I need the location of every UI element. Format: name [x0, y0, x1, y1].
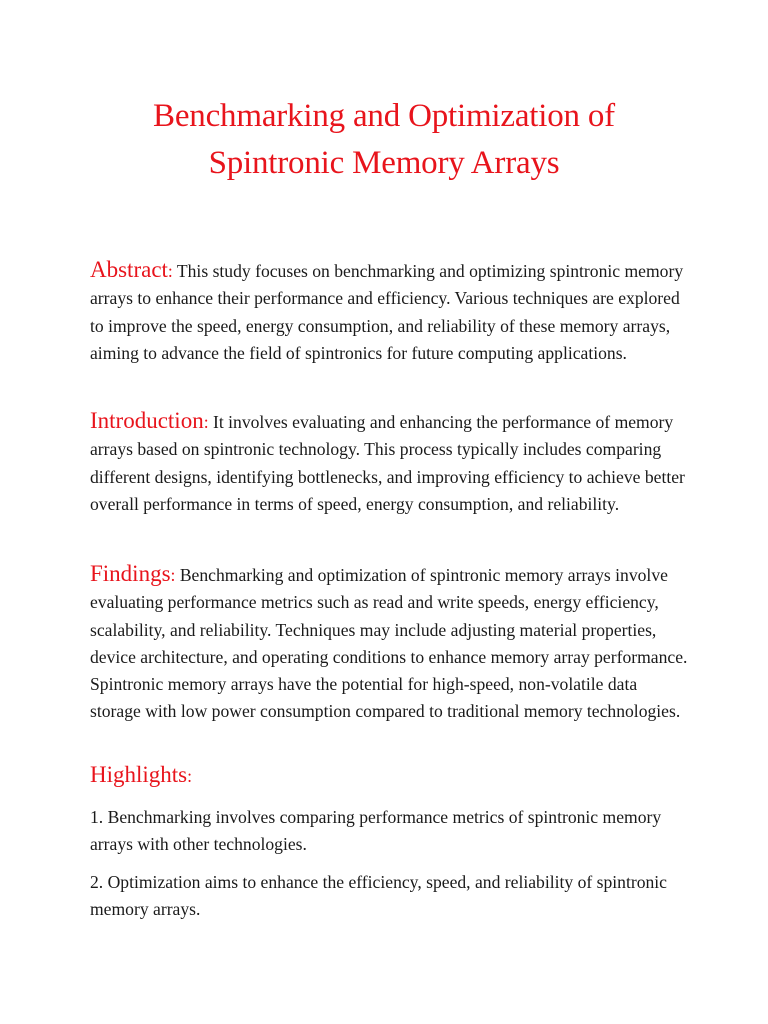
findings-heading: Findings [90, 561, 171, 586]
abstract-heading: Abstract [90, 257, 168, 282]
title-line-1: Benchmarking and Optimization of [153, 98, 615, 134]
introduction-body: It involves evaluating and enhancing the performance of memory arrays based on spintronic technology. This process typically includes comparing different designs, identifying bottlenecks, and improving efficiency to achieve better overall performance in terms of speed, energy consumption, and reliability. [90, 412, 685, 514]
findings-colon: : [170, 565, 176, 585]
highlight-item-2: 2. Optimization aims to enhance the efficiency, speed, and reliability of spintronic memory arrays. [90, 872, 667, 920]
abstract-colon: : [167, 261, 173, 281]
highlights-colon: : [187, 766, 193, 786]
abstract-body: This study focuses on benchmarking and optimizing spintronic memory arrays to enhance their performance and efficiency. Various techniques are explored to improve the speed, energy consumption, and reliability of these memory arrays, aiming to advance the field of spintronics for future computing applications. [90, 261, 684, 363]
highlights-heading [90, 761, 690, 790]
abstract-section [90, 256, 690, 367]
findings-section [90, 560, 690, 726]
introduction-section [90, 407, 690, 518]
introduction-colon: : [203, 412, 209, 432]
document-title [60, 93, 708, 187]
highlights-heading-text: Highlights [90, 762, 188, 787]
introduction-heading: Introduction [90, 408, 204, 433]
findings-body: Benchmarking and optimization of spintronic memory arrays involve evaluating performance metrics such as read and write speeds, energy efficiency, scalability, and reliability. Techniques may include adjusting material properties, device architecture, and operating conditions to enhance memory array performance. Spintronic memory arrays have the potential for high-speed, non-volatile data storage with low power consumption compared to traditional memory technologies. [90, 565, 688, 722]
highlight-item-1: 1. Benchmarking involves comparing performance metrics of spintronic memory arrays with other technologies. [90, 807, 662, 855]
title-line-2: Spintronic Memory Arrays [208, 145, 560, 181]
